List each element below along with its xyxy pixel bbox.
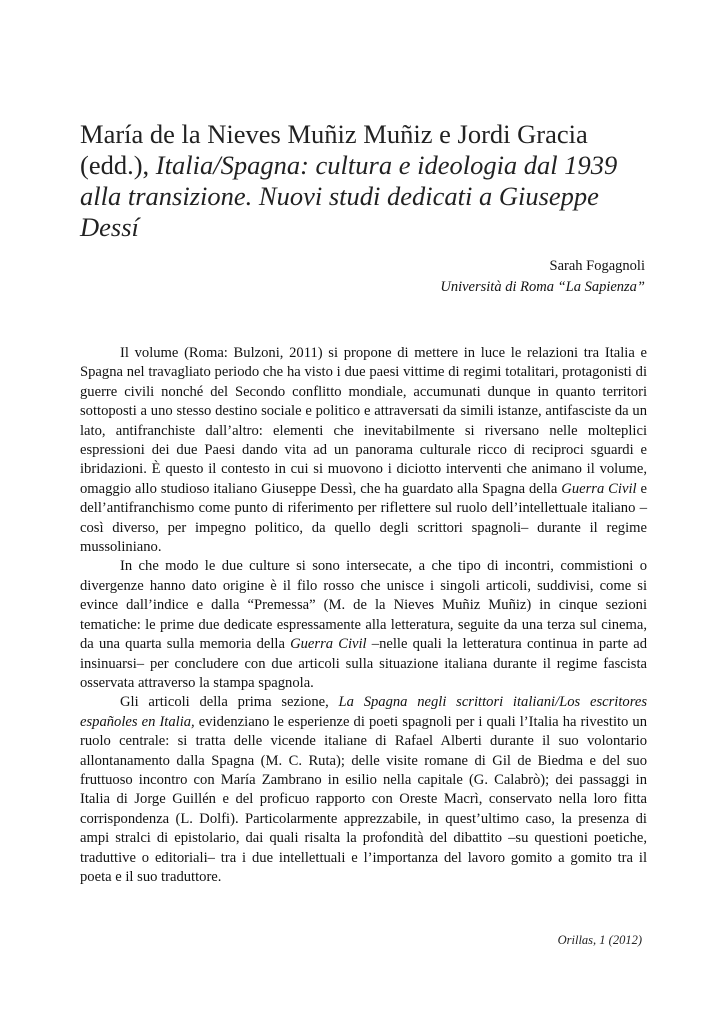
review-title <box>80 119 655 243</box>
p3-text-a: Gli articoli della prima sezione, <box>120 694 339 711</box>
reviewer-name: Sarah Fogagnoli <box>549 258 645 274</box>
paragraph-1 <box>80 344 647 557</box>
editors: María de la Nieves Muñiz Muñiz e Jordi Gracia (edd.), <box>80 119 588 180</box>
paragraph-3 <box>80 693 647 887</box>
p2-italic: Guerra Civil <box>290 636 367 653</box>
paragraph-2 <box>80 557 647 693</box>
p3-text-c: evidenziano le esperienze di poeti spagnoli per i quali l’Italia ha rivestito un ruolo centrale: si tratta delle vicende italiane di Rafael Alberti durante il suo volontario allontanamento dalla Spagna (M. C. Ruta); delle visite romane di Gil de Biedma e del suo fruttuoso incontro con María Zambrano in esilio nella capitale (G. Calabrò); dei passaggi in Italia di Jorge Guillén e del proficuo rapporto con Oreste Macrì, conservato nella loro fitta corrispondenza (L. Dolfi). Particolarmente apprezzabile, in quest’ultimo caso, la presenza di ampi stralci di epistolario, dai quali risalta la profondità del dibattito –su questioni poetiche, traduttive o editoriali– tra i due intellettuali e l’importanza del lavoro gomito a gomito tra il poeta e il suo traduttore. <box>80 713 647 885</box>
p1-italic: Guerra Civil <box>561 480 637 497</box>
journal-footer: Orillas, 1 (2012) <box>557 933 642 947</box>
p1-text-a: Il volume (Roma: Bulzoni, 2011) si propone di mettere in luce le relazioni tra Italia e Spagna nel travagliato periodo che ha visto i due paesi vittime di regimi totalitari, protagonisti di guerre civili nonché del Secondo conflitto mondiale, accumunati dunque in quanto territori sottoposti a uno stesso destino sociale e politico e attraversati da simili istanze, antifasciste da un lato, antifranchiste dall’altro: elementi che inevitabilmente si riversano nelle molteplici espressioni dei due Paesi dando vita ad un panorama culturale ricco di reciproci sguardi e ibridazioni. È questo il contesto in cui si muovono i diciotto interventi che animano il volume, omaggio allo studioso italiano Giuseppe Dessì, che ha guardato alla Spagna della <box>80 345 647 497</box>
reviewer-affiliation: Università di Roma “La Sapienza” <box>440 279 645 295</box>
p2-text-a: In che modo le due culture si sono intersecate, a che tipo di incontri, commistioni o divergenze hanno dato origine è il filo rosso che unisce i singoli articoli, suddivisi, come si evince dall’indice e dalla “Premessa” (M. de la Nieves Muñiz Muñiz) in cinque sezioni tematiche: le prime due dedicate espressamente alla letteratura, seguite da una terza sul cinema, da una quarta sulla memoria della <box>80 558 647 653</box>
p1-text-c: e dell’antifranchismo come punto di riferimento per riflettere sul ruolo dell’intellettuale italiano –così diverso, per impegno politico, da quello degli scrittori spagnoli– durante il regime mussoliniano. <box>80 480 647 556</box>
p3-italic: La Spagna negli scrittori italiani/Los escritores españoles en Italia, <box>80 694 647 730</box>
book-title: Italia/Spagna: cultura e ideologia dal 1939 alla transizione. Nuovi studi dedicati a Giuseppe Dessí <box>80 150 618 242</box>
body-text <box>80 344 647 887</box>
reviewer-block <box>300 256 645 298</box>
p2-text-c: –nelle quali la letteratura continua in parte ad insinuarsi– per concludere con due articoli sulla situazione italiana durante il regime fascista osservata attraverso la stampa spagnola. <box>80 636 647 691</box>
